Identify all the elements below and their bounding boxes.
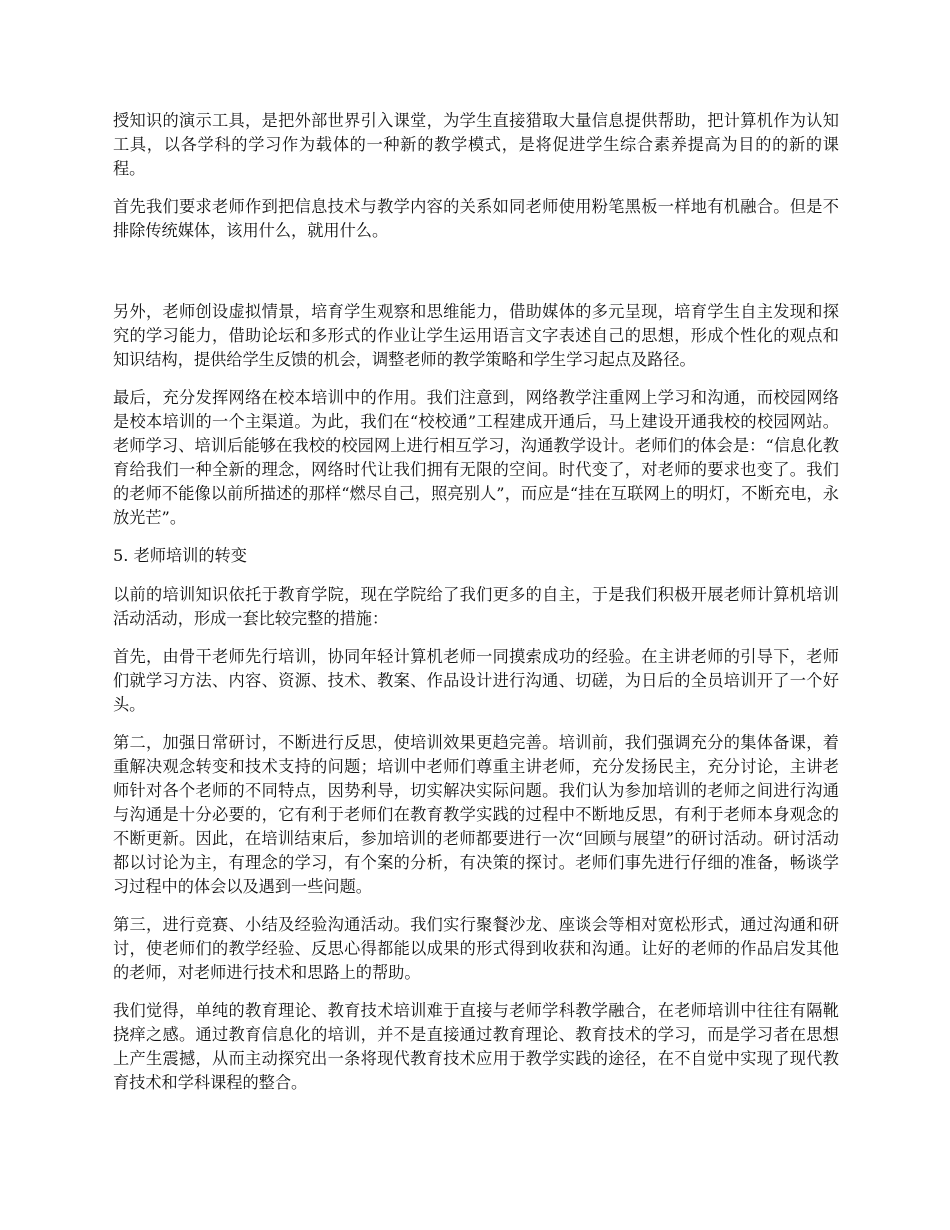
paragraph-first-requirement: 首先我们要求老师作到把信息技术与教学内容的关系如同老师使用粉笔黑板一样地有机融合。但是不排除传统媒体，该用什么，就用什么。 <box>113 197 839 241</box>
paragraph-intro-continued: 授知识的演示工具，是把外部世界引入课堂，为学生直接猎取大量信息提供帮助，把计算机作为认知工具，以各学科的学习作为载体的一种新的教学模式，是将促进学生综合素养提高为目的的新的课程。 <box>113 111 839 178</box>
paragraph-finally-network: 最后，充分发挥网络在校本培训中的作用。我们注意到，网络教学注重网上学习和沟通，而校园网络是校本培训的一个主渠道。为此，我们在“校校通”工程建成开通后，马上建设开通我校的校园网站。老师学习、培训后能够在我校的校园网上进行相互学习，沟通教学设计。老师们的体会是：“信息化教育给我们一种全新的理念，网络时代让我们拥有无限的空间。时代变了，对老师的要求也变了。我们的老师不能像以前所描述的那样“燃尽自己，照亮别人”，而应是“挂在互联网上的明灯，不断充电，永放光芒”。 <box>113 388 839 527</box>
paragraph-training-background: 以前的培训知识依托于教育学院，现在学院给了我们更多的自主，于是我们积极开展老师计算机培训活动活动，形成一套比较完整的措施： <box>113 584 839 628</box>
document-body <box>113 109 839 1109</box>
paragraph-first-measure: 首先，由骨干老师先行培训，协同年轻计算机老师一同摸索成功的经验。在主讲老师的引导下，老师们就学习方法、内容、资源、技术、教案、作品设计进行沟通、切磋，为日后的全员培训开了一个好头。 <box>113 646 839 714</box>
paragraph-second-measure: 第二，加强日常研讨，不断进行反思，使培训效果更趋完善。培训前，我们强调充分的集体备课，着重解决观念转变和技术支持的问题；培训中老师们尊重主讲老师，充分发扬民主，充分讨论，主讲老师针对各个老师的不同特点，因势利导，切实解决实际问题。我们认为参加培训的老师之间进行沟通与沟通是十分必要的，它有利于老师们在教育教学实践的过程中不断地反思，有利于老师本身观念的不断更新。因此，在培训结束后，参加培训的老师都要进行一次“回顾与展望”的研讨活动。研讨活动都以讨论为主，有理念的学习，有个案的分析，有决策的探讨。老师们事先进行仔细的准备，畅谈学习过程中的体会以及遇到一些问题。 <box>113 733 839 896</box>
paragraph-additionally: 另外，老师创设虚拟情景，培育学生观察和思维能力，借助媒体的多元呈现，培育学生自主发现和探究的学习能力，借助论坛和多形式的作业让学生运用语言文字表述自己的思想，形成个性化的观点和知识结构，提供给学生反馈的机会，调整老师的教学策略和学生学习起点及路径。 <box>113 302 839 369</box>
paragraph-third-measure: 第三，进行竞赛、小结及经验沟通活动。我们实行聚餐沙龙、座谈会等相对宽松形式，通过沟通和研讨，使老师们的教学经验、反思心得都能以成果的形式得到收获和沟通。让好的老师的作品启发其他的老师，对老师进行技术和思路上的帮助。 <box>113 914 839 982</box>
section-heading-training-change: 5. 老师培训的转变 <box>113 546 247 566</box>
paragraph-conclusion: 我们觉得，单纯的教育理论、教育技术培训难于直接与老师学科教学融合，在老师培训中往往有隔靴挠痒之感。通过教育信息化的培训，并不是直接通过教育理论、教育技术的学习，而是学习者在思想上产生震撼，从而主动探究出一条将现代教育技术应用于教学实践的途径，在不自觉中实现了现代教育技术和学科课程的整合。 <box>113 1001 839 1092</box>
